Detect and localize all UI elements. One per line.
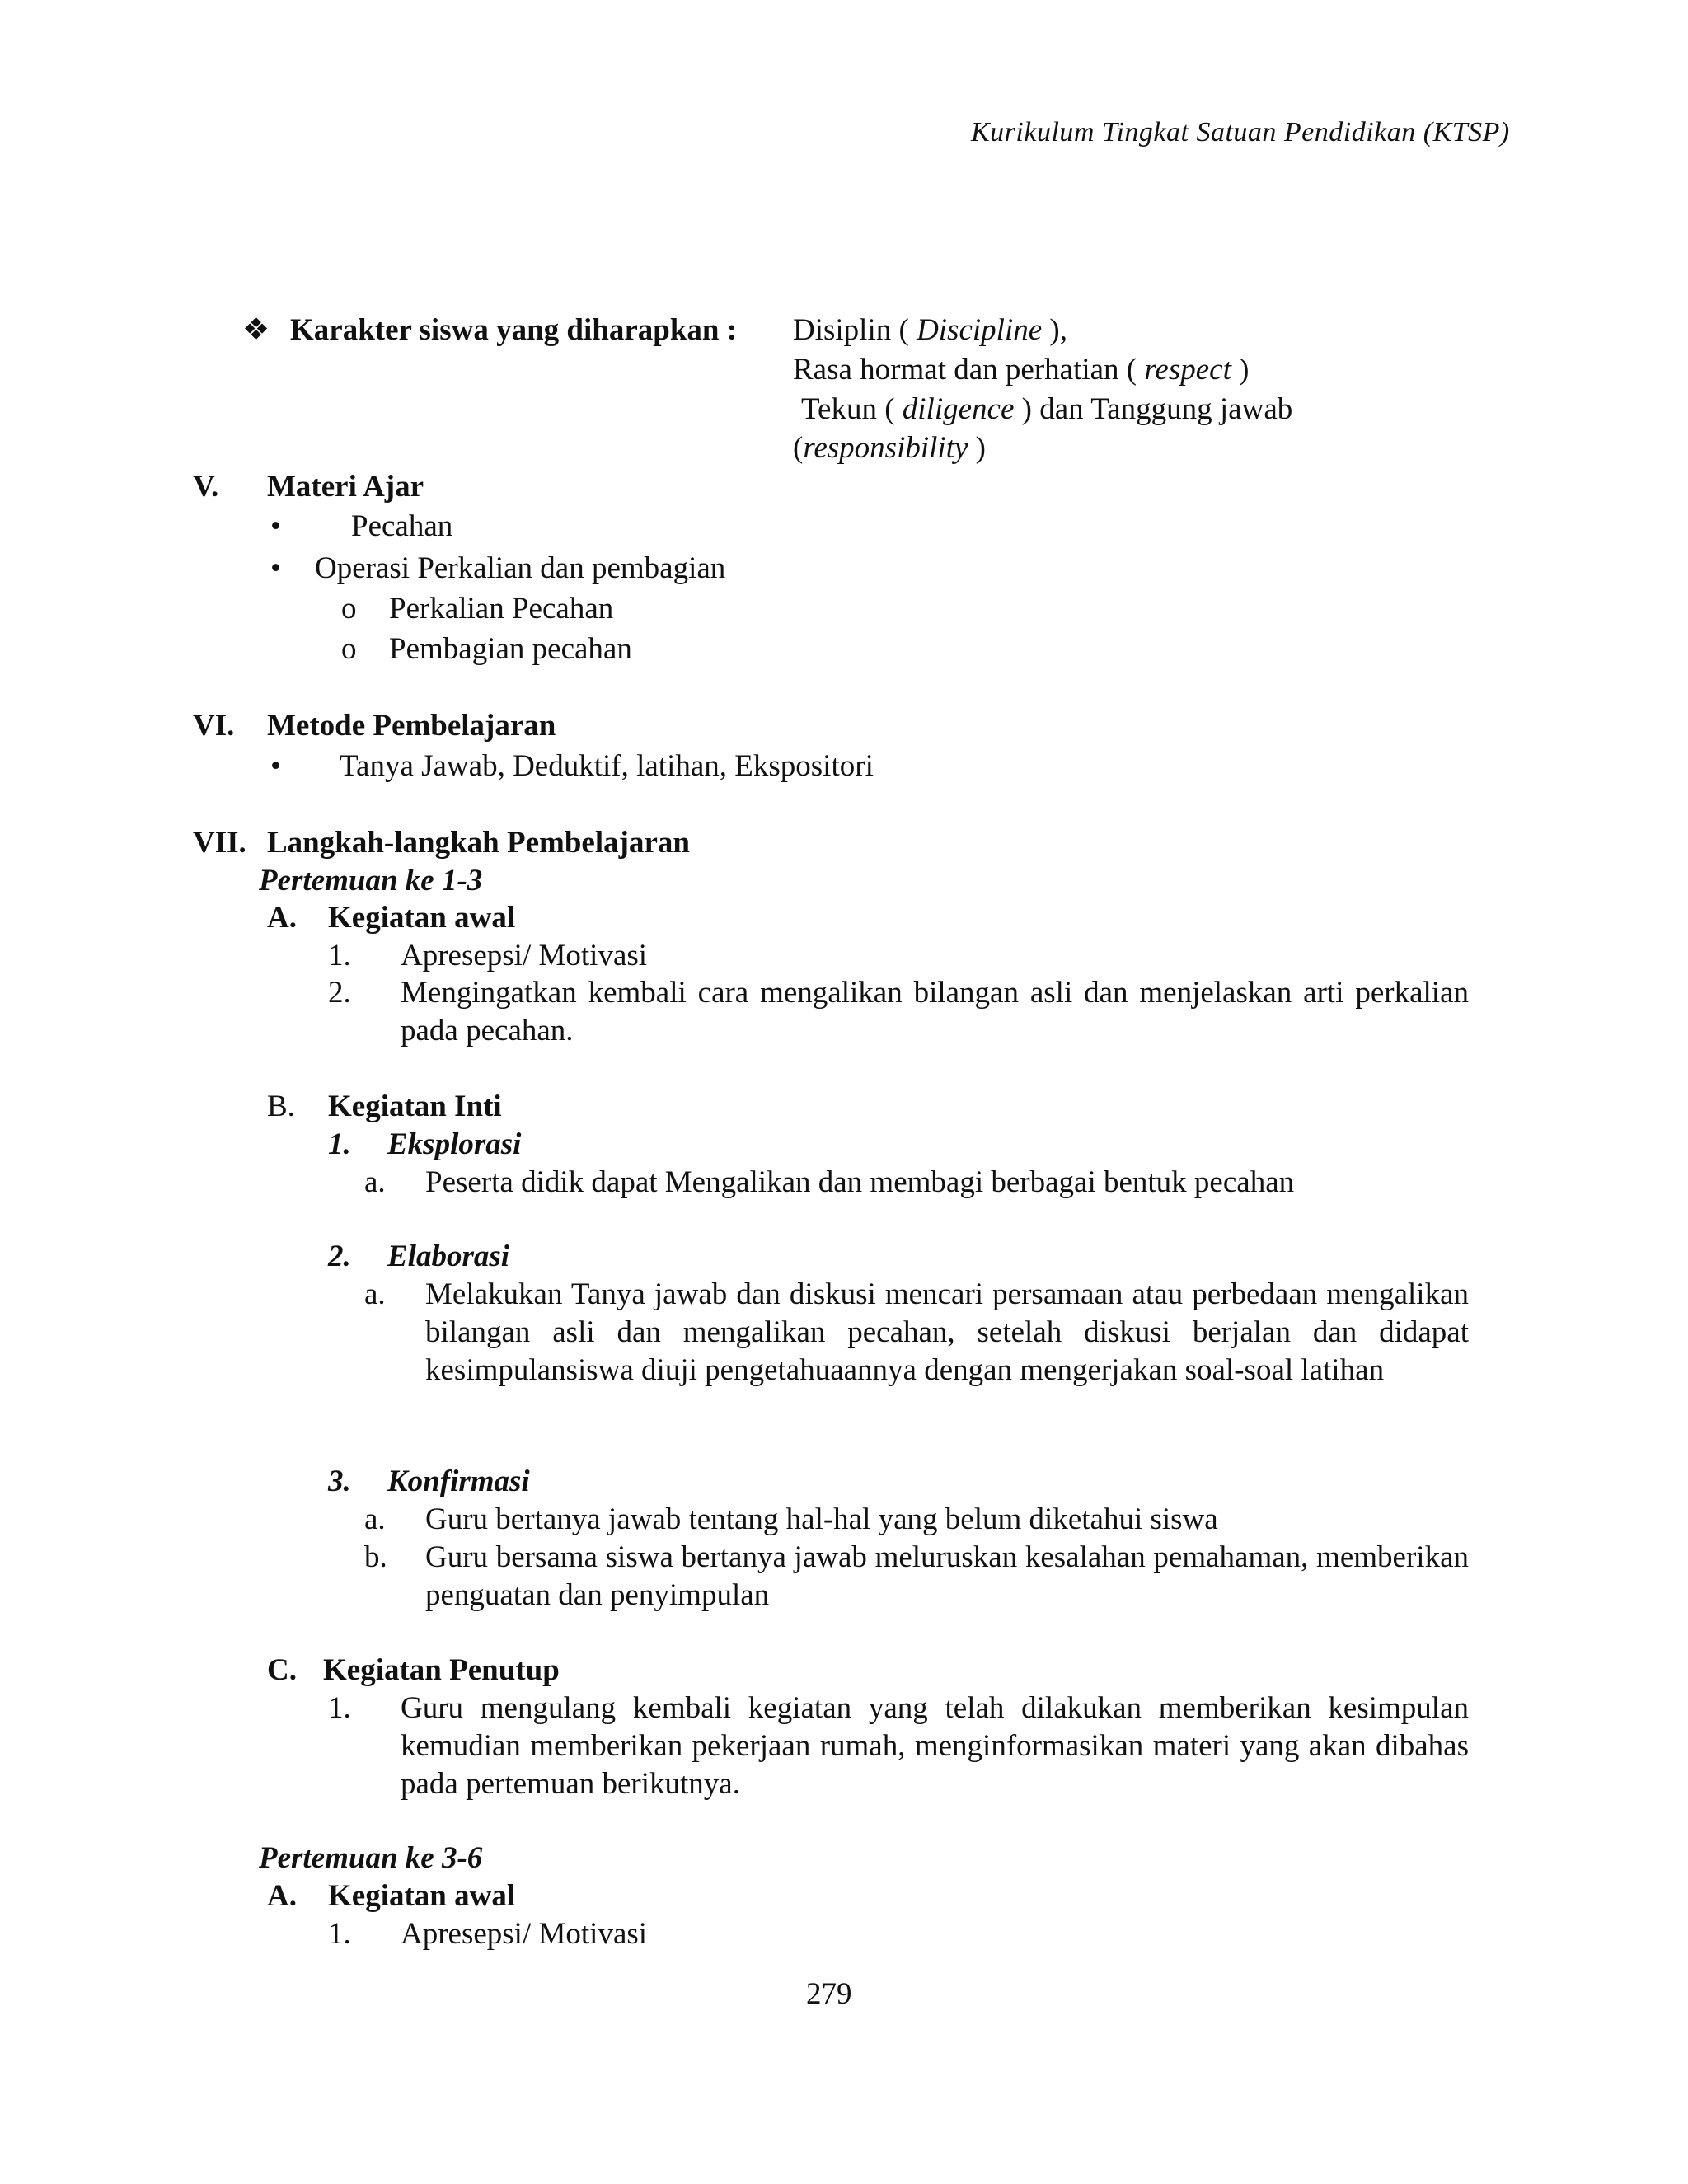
item-number: 1.: [328, 1917, 351, 1951]
bullet-icon: •: [270, 509, 281, 543]
step-title: Eksplorasi: [387, 1127, 522, 1161]
subsection-title: Kegiatan awal: [328, 1879, 516, 1913]
list-item: Operasi Perkalian dan pembagian: [315, 551, 726, 585]
item-letter: a.: [364, 1277, 386, 1311]
list-item: Tanya Jawab, Deduktif, latihan, Ekspositori: [340, 749, 874, 783]
karakter-line-4: (responsibility ): [793, 431, 986, 465]
item-letter: b.: [364, 1540, 387, 1574]
karakter-line-3: Tekun ( diligence ) dan Tanggung jawab: [801, 392, 1293, 426]
item-number: 2.: [328, 976, 351, 1010]
section-v-title: Materi Ajar: [267, 470, 424, 504]
list-subitem: Pembagian pecahan: [389, 632, 632, 666]
subsection-title: Kegiatan awal: [328, 901, 516, 935]
list-item: Guru bertanya jawab tentang hal-hal yang belum diketahui siswa: [425, 1502, 1218, 1536]
karakter-label: Karakter siswa yang diharapkan :: [290, 313, 738, 347]
meeting-heading: Pertemuan ke 1-3: [259, 864, 483, 898]
page-number: 279: [806, 1977, 852, 2011]
bullet-icon: •: [270, 551, 281, 585]
step-number: 1.: [328, 1127, 351, 1161]
sub-bullet-icon: o: [341, 632, 357, 666]
step-number: 2.: [328, 1240, 351, 1273]
item-letter: a.: [364, 1165, 386, 1199]
bullet-icon: •: [270, 749, 281, 783]
list-item: Apresepsi/ Motivasi: [401, 939, 648, 972]
karakter-bullet-icon: ❖: [242, 313, 270, 347]
karakter-line-2: Rasa hormat dan perhatian ( respect ): [793, 353, 1250, 387]
karakter-line-1: Disiplin ( Discipline ),: [793, 313, 1067, 347]
section-vi-title: Metode Pembelajaran: [267, 709, 556, 743]
list-item: Pecahan: [351, 509, 453, 543]
step-title: Elaborasi: [387, 1240, 510, 1273]
subsection-letter: A.: [267, 1879, 297, 1913]
subsection-letter: C.: [267, 1653, 297, 1687]
list-subitem: Perkalian Pecahan: [389, 592, 614, 626]
section-vii-title: Langkah-langkah Pembelajaran: [267, 826, 690, 860]
subsection-letter: B.: [267, 1090, 295, 1123]
list-item: Melakukan Tanya jawab dan diskusi mencari persamaan atau perbedaan mengalikan bilangan asli dan mengalikan pecahan, setelah diskusi berjalan dan didapat kesimpulansiswa diuji pengetahuaannya dengan mengerjakan soal-soal latihan: [425, 1277, 1469, 1387]
section-v-number: V.: [193, 470, 219, 504]
subsection-letter: A.: [267, 901, 297, 935]
step-number: 3.: [328, 1465, 351, 1498]
running-header: Kurikulum Tingkat Satuan Pendidikan (KTSP): [971, 117, 1510, 148]
section-vi-number: VI.: [193, 709, 235, 743]
step-title: Konfirmasi: [387, 1465, 530, 1498]
list-item: Guru mengulang kembali kegiatan yang telah dilakukan memberikan kesimpulan kemudian memberikan pekerjaan rumah, menginformasikan materi yang akan dibahas pada pertemuan berikutnya.: [401, 1691, 1469, 1801]
item-letter: a.: [364, 1502, 386, 1536]
subsection-title: Kegiatan Inti: [328, 1090, 502, 1123]
item-number: 1.: [328, 1691, 351, 1725]
item-number: 1.: [328, 939, 351, 972]
sub-bullet-icon: o: [341, 592, 357, 626]
subsection-title: Kegiatan Penutup: [323, 1653, 560, 1687]
list-item: Mengingatkan kembali cara mengalikan bilangan asli dan menjelaskan arti perkalian pada pecahan.: [401, 976, 1469, 1047]
section-vii-number: VII.: [193, 826, 246, 860]
list-item: Apresepsi/ Motivasi: [401, 1917, 648, 1951]
list-item: Guru bersama siswa bertanya jawab meluruskan kesalahan pemahaman, memberikan penguatan dan penyimpulan: [425, 1540, 1469, 1612]
list-item: Peserta didik dapat Mengalikan dan membagi berbagai bentuk pecahan: [425, 1165, 1295, 1199]
meeting-heading: Pertemuan ke 3-6: [259, 1841, 483, 1875]
